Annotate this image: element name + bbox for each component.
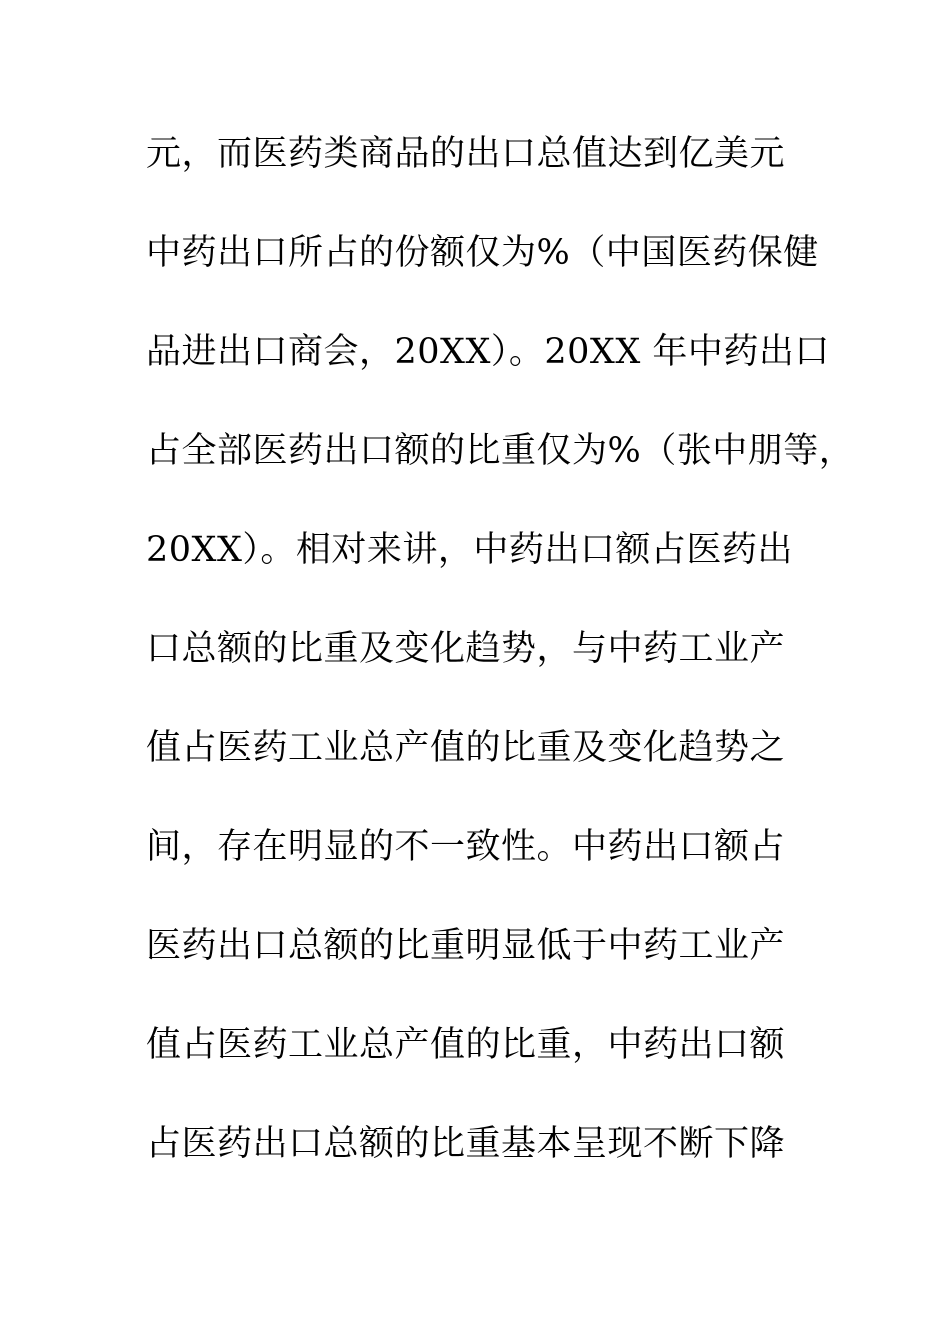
text-line: 元，而医药类商品的出口总值达到亿美元 [146, 134, 786, 174]
text-line: 中药出口所占的份额仅为%（中国医药保健 [146, 233, 819, 273]
text-line: 20XX）。相对来讲，中药出口额占医药出 [146, 530, 793, 570]
text-line: 占医药出口总额的比重基本呈现不断下降 [146, 1124, 786, 1164]
text-line: 值占医药工业总产值的比重，中药出口额 [146, 1025, 786, 1065]
text-line: 占全部医药出口额的比重仅为%（张中朋等， [146, 431, 855, 471]
text-line: 值占医药工业总产值的比重及变化趋势之 [146, 728, 786, 768]
body-paragraph [146, 122, 855, 1211]
text-line: 品进出口商会，20XX）。20XX 年中药出口 [146, 332, 830, 372]
text-line: 医药出口总额的比重明显低于中药工业产 [146, 926, 786, 966]
text-line: 间，存在明显的不一致性。中药出口额占 [146, 827, 786, 867]
text-line: 口总额的比重及变化趋势，与中药工业产 [146, 629, 786, 669]
